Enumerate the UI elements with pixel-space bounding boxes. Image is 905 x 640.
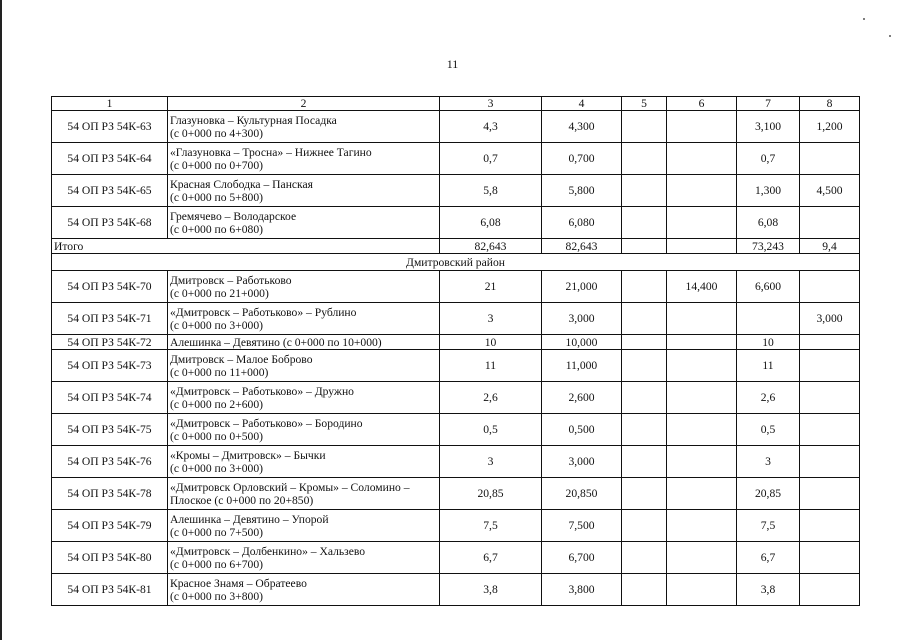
- road-name: «Дмитровск – Работьково» – Бородино: [170, 416, 363, 430]
- total-cell-c6: [667, 239, 737, 254]
- value-cell-c8: [800, 207, 860, 239]
- road-name-cell: [168, 478, 440, 510]
- value-cell-c4: 20,850: [542, 478, 622, 510]
- road-section-range: (с 0+000 по 7+500): [170, 525, 264, 539]
- value-cell-c4: 7,500: [542, 510, 622, 542]
- page-number: 11: [446, 57, 459, 71]
- road-name: Красная Слободка – Панская: [170, 177, 313, 191]
- value-cell-c4: 6,080: [542, 207, 622, 239]
- road-name: «Глазуновка – Тросна» – Нижнее Тагино: [170, 145, 372, 159]
- value-cell-c3: 0,5: [440, 414, 542, 446]
- road-name-cell: [168, 510, 440, 542]
- value-cell-c3: 11: [440, 350, 542, 382]
- value-cell-c5: [622, 414, 667, 446]
- table-row: [52, 414, 860, 446]
- value-cell-c7: 3,100: [737, 111, 800, 143]
- table-row: [52, 382, 860, 414]
- value-cell-c8: 4,500: [800, 175, 860, 207]
- value-cell-c8: 1,200: [800, 111, 860, 143]
- value-cell-c5: [622, 510, 667, 542]
- value-cell-c7: 10: [737, 335, 800, 350]
- road-code-cell: 54 ОП РЗ 54К-71: [52, 303, 168, 335]
- road-section-range: (с 0+000 по 0+700): [170, 158, 264, 172]
- table-row: [52, 143, 860, 175]
- road-code-cell: 54 ОП РЗ 54К-78: [52, 478, 168, 510]
- total-cell-c4: 82,643: [542, 239, 622, 254]
- value-cell-c3: 5,8: [440, 175, 542, 207]
- road-name: Дмитровск – Малое Боброво: [170, 352, 313, 366]
- table-row: [52, 303, 860, 335]
- value-cell-c8: [800, 414, 860, 446]
- value-cell-c5: [622, 207, 667, 239]
- road-name-cell: [168, 382, 440, 414]
- road-code-cell: 54 ОП РЗ 54К-74: [52, 382, 168, 414]
- value-cell-c7: 0,5: [737, 414, 800, 446]
- value-cell-c8: 3,000: [800, 303, 860, 335]
- road-name-cell: [168, 574, 440, 606]
- value-cell-c6: [667, 143, 737, 175]
- total-label: Итого: [52, 239, 440, 254]
- value-cell-c5: [622, 335, 667, 350]
- road-name-cell: [168, 414, 440, 446]
- value-cell-c7: 3,8: [737, 574, 800, 606]
- road-code-cell: 54 ОП РЗ 54К-73: [52, 350, 168, 382]
- road-name-cell: [168, 542, 440, 574]
- road-code-cell: 54 ОП РЗ 54К-76: [52, 446, 168, 478]
- road-section-range: (с 0+000 по 6+080): [170, 222, 264, 236]
- value-cell-c3: 20,85: [440, 478, 542, 510]
- value-cell-c6: [667, 542, 737, 574]
- road-code-cell: 54 ОП РЗ 54К-63: [52, 111, 168, 143]
- table-row: [52, 175, 860, 207]
- value-cell-c3: 6,08: [440, 207, 542, 239]
- header-cell: 5: [622, 97, 667, 111]
- road-name: «Дмитровск – Работьково» – Дружно: [170, 384, 354, 398]
- header-cell: 1: [52, 97, 168, 111]
- value-cell-c6: [667, 207, 737, 239]
- value-cell-c7: 7,5: [737, 510, 800, 542]
- value-cell-c6: [667, 111, 737, 143]
- table-row: [52, 207, 860, 239]
- header-cell: 8: [800, 97, 860, 111]
- value-cell-c7: [737, 303, 800, 335]
- road-code-cell: 54 ОП РЗ 54К-70: [52, 271, 168, 303]
- header-cell: 3: [440, 97, 542, 111]
- road-code-cell: 54 ОП РЗ 54К-72: [52, 335, 168, 350]
- value-cell-c6: [667, 574, 737, 606]
- road-section-range: (с 0+000 по 6+700): [170, 557, 264, 571]
- table-row: [52, 446, 860, 478]
- value-cell-c6: [667, 414, 737, 446]
- value-cell-c8: [800, 478, 860, 510]
- value-cell-c3: 2,6: [440, 382, 542, 414]
- value-cell-c8: [800, 574, 860, 606]
- value-cell-c5: [622, 478, 667, 510]
- value-cell-c7: 11: [737, 350, 800, 382]
- road-code-cell: 54 ОП РЗ 54К-64: [52, 143, 168, 175]
- table-row: [52, 510, 860, 542]
- value-cell-c8: [800, 143, 860, 175]
- value-cell-c6: [667, 510, 737, 542]
- scan-speck: [889, 35, 891, 37]
- road-name: «Дмитровск – Долбенкино» – Хальзево: [170, 544, 366, 558]
- total-cell-c3: 82,643: [440, 239, 542, 254]
- total-row: [52, 239, 860, 254]
- value-cell-c5: [622, 111, 667, 143]
- road-name: Глазуновка – Культурная Посадка: [170, 113, 337, 127]
- table-header-row: [52, 97, 860, 111]
- table-row: [52, 335, 860, 350]
- total-cell-c8: 9,4: [800, 239, 860, 254]
- value-cell-c4: 3,000: [542, 446, 622, 478]
- road-code-cell: 54 ОП РЗ 54К-65: [52, 175, 168, 207]
- value-cell-c8: [800, 542, 860, 574]
- road-name-cell: [168, 207, 440, 239]
- header-cell: 6: [667, 97, 737, 111]
- value-cell-c6: [667, 446, 737, 478]
- road-code-cell: 54 ОП РЗ 54К-68: [52, 207, 168, 239]
- value-cell-c7: 6,600: [737, 271, 800, 303]
- value-cell-c8: [800, 446, 860, 478]
- value-cell-c4: 5,800: [542, 175, 622, 207]
- table-row: [52, 478, 860, 510]
- value-cell-c4: 10,000: [542, 335, 622, 350]
- value-cell-c4: 21,000: [542, 271, 622, 303]
- value-cell-c3: 3,8: [440, 574, 542, 606]
- value-cell-c8: [800, 350, 860, 382]
- district-heading: Дмитровский район: [52, 254, 860, 271]
- road-section-range: Плоское (с 0+000 по 20+850): [170, 493, 314, 507]
- road-name: Дмитровск – Работьково: [170, 273, 292, 287]
- value-cell-c3: 3: [440, 446, 542, 478]
- value-cell-c7: 6,08: [737, 207, 800, 239]
- value-cell-c6: [667, 175, 737, 207]
- road-name-cell: [168, 303, 440, 335]
- value-cell-c3: 0,7: [440, 143, 542, 175]
- value-cell-c8: [800, 510, 860, 542]
- road-name-cell: [168, 143, 440, 175]
- value-cell-c7: 2,6: [737, 382, 800, 414]
- road-code-cell: 54 ОП РЗ 54К-80: [52, 542, 168, 574]
- value-cell-c5: [622, 382, 667, 414]
- value-cell-c4: 11,000: [542, 350, 622, 382]
- value-cell-c6: [667, 382, 737, 414]
- value-cell-c6: [667, 478, 737, 510]
- road-code-cell: 54 ОП РЗ 54К-75: [52, 414, 168, 446]
- road-name: «Кромы – Дмитровск» – Бычки: [170, 448, 326, 462]
- value-cell-c6: 14,400: [667, 271, 737, 303]
- road-name: Красное Знамя – Обратеево: [170, 576, 307, 590]
- value-cell-c4: 3,800: [542, 574, 622, 606]
- road-name-cell: [168, 446, 440, 478]
- value-cell-c5: [622, 446, 667, 478]
- value-cell-c7: 6,7: [737, 542, 800, 574]
- value-cell-c6: [667, 335, 737, 350]
- value-cell-c7: 3: [737, 446, 800, 478]
- total-cell-c7: 73,243: [737, 239, 800, 254]
- value-cell-c5: [622, 350, 667, 382]
- value-cell-c8: [800, 382, 860, 414]
- table-row: [52, 542, 860, 574]
- road-name: Алешинка – Девятино – Упорой: [170, 512, 329, 526]
- road-section-range: (с 0+000 по 21+000): [170, 286, 269, 300]
- road-name: Гремячево – Володарское: [170, 209, 297, 223]
- road-code-cell: 54 ОП РЗ 54К-81: [52, 574, 168, 606]
- road-name: «Дмитровск Орловский – Кромы» – Соломино –: [170, 480, 410, 494]
- value-cell-c3: 6,7: [440, 542, 542, 574]
- scan-speck: [863, 18, 865, 20]
- road-name: «Дмитровск – Работьково» – Рублино: [170, 305, 357, 319]
- road-name-cell: [168, 175, 440, 207]
- value-cell-c7: 0,7: [737, 143, 800, 175]
- value-cell-c7: 20,85: [737, 478, 800, 510]
- total-cell-c5: [622, 239, 667, 254]
- value-cell-c4: 2,600: [542, 382, 622, 414]
- road-section-range: (с 0+000 по 0+500): [170, 429, 264, 443]
- value-cell-c3: 21: [440, 271, 542, 303]
- value-cell-c3: 7,5: [440, 510, 542, 542]
- road-code-cell: 54 ОП РЗ 54К-79: [52, 510, 168, 542]
- value-cell-c4: 6,700: [542, 542, 622, 574]
- value-cell-c8: [800, 335, 860, 350]
- table-row: [52, 574, 860, 606]
- road-name-cell: [168, 271, 440, 303]
- value-cell-c6: [667, 303, 737, 335]
- value-cell-c5: [622, 303, 667, 335]
- value-cell-c4: 3,000: [542, 303, 622, 335]
- road-section-range: (с 0+000 по 3+800): [170, 589, 264, 603]
- value-cell-c5: [622, 271, 667, 303]
- table-row: [52, 350, 860, 382]
- value-cell-c3: 10: [440, 335, 542, 350]
- value-cell-c3: 3: [440, 303, 542, 335]
- road-section-range: (с 0+000 по 3+000): [170, 461, 264, 475]
- value-cell-c5: [622, 574, 667, 606]
- district-row: [52, 254, 860, 271]
- road-section-range: (с 0+000 по 11+000): [170, 365, 269, 379]
- scan-left-edge: [0, 0, 2, 640]
- road-section-range: (с 0+000 по 3+000): [170, 318, 264, 332]
- header-cell: 7: [737, 97, 800, 111]
- road-name-cell: [168, 350, 440, 382]
- value-cell-c5: [622, 175, 667, 207]
- road-name-cell: [168, 111, 440, 143]
- header-cell: 2: [168, 97, 440, 111]
- road-section-range: (с 0+000 по 2+600): [170, 397, 264, 411]
- road-name-cell: [168, 335, 440, 350]
- value-cell-c8: [800, 271, 860, 303]
- value-cell-c4: 4,300: [542, 111, 622, 143]
- road-section-range: (с 0+000 по 5+800): [170, 190, 264, 204]
- table-row: [52, 111, 860, 143]
- roads-table: [51, 96, 860, 606]
- header-cell: 4: [542, 97, 622, 111]
- table-row: [52, 271, 860, 303]
- value-cell-c4: 0,700: [542, 143, 622, 175]
- value-cell-c3: 4,3: [440, 111, 542, 143]
- value-cell-c6: [667, 350, 737, 382]
- road-name: Алешинка – Девятино (с 0+000 по 10+000): [170, 335, 382, 349]
- road-section-range: (с 0+000 по 4+300): [170, 126, 264, 140]
- value-cell-c4: 0,500: [542, 414, 622, 446]
- value-cell-c7: 1,300: [737, 175, 800, 207]
- value-cell-c5: [622, 143, 667, 175]
- value-cell-c5: [622, 542, 667, 574]
